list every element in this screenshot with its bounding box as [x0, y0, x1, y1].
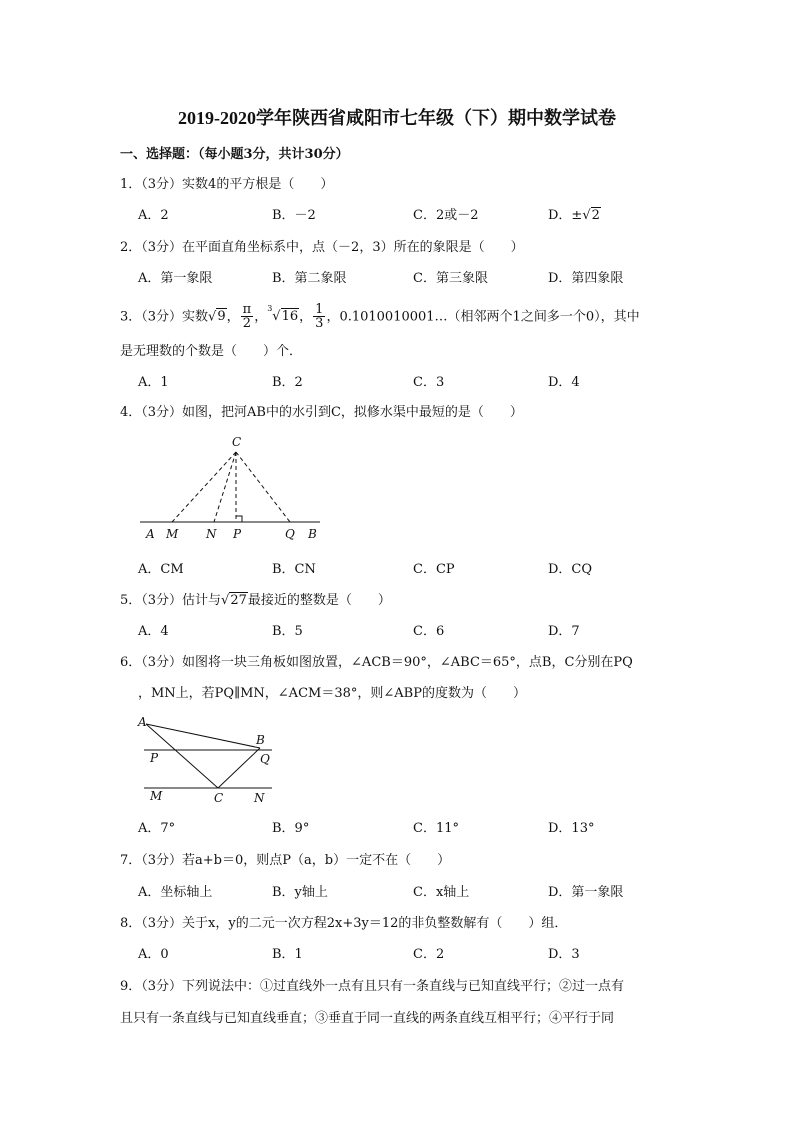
q3-option-d[interactable]: D．4 — [548, 375, 580, 390]
label-b: B — [308, 527, 317, 541]
q3-separator-2: ， — [254, 309, 268, 325]
q3-fraction-1-over-3 — [313, 303, 325, 330]
q8-option-a[interactable]: A．0 — [138, 947, 169, 962]
label-n: N — [206, 527, 217, 541]
label-q: Q — [285, 527, 295, 541]
question-2-stem: 2．（3分）在平面直角坐标系中，点（－2，3）所在的象限是（ ） — [120, 240, 524, 255]
q3-cube-index: 3 — [267, 304, 273, 313]
question-3-line2: 是无理数的个数是（ ）个． — [120, 344, 303, 359]
q5-radicand: 27 — [230, 593, 247, 608]
label-m: M — [150, 789, 163, 803]
canal-cm — [172, 452, 236, 522]
question-3-stem: 3．（3分）实数√9， $\frac{\pi}{2}$ ，$^3$√16， $\frac{1}{3}$ ，0.1010010001…（相邻两个1之间多一个0），其中 — [120, 302, 640, 332]
side-ab — [146, 724, 260, 748]
canal-cq — [236, 452, 290, 522]
q3-frac-numerator-pi: π — [242, 302, 252, 318]
q8-option-c[interactable]: C．2 — [413, 947, 445, 962]
q1-option-d-radicand: 2 — [591, 208, 600, 223]
q1-option-a[interactable]: A．2 — [138, 208, 169, 223]
question-4-stem: 4．（3分）如图，把河AB中的水引到C，拟修水渠中最短的是（ ） — [120, 405, 523, 420]
river-diagram — [130, 432, 330, 547]
q3-cube-root: $^3$√16 — [267, 304, 299, 325]
canal-cn — [214, 452, 236, 522]
q3-radicand-1: 9 — [217, 309, 226, 325]
q8-option-b[interactable]: B．1 — [272, 947, 303, 962]
label-p: P — [233, 527, 242, 541]
label-m: M — [166, 527, 179, 541]
q7-option-d[interactable]: D．第一象限 — [548, 885, 624, 900]
q5-option-d[interactable]: D．7 — [548, 624, 580, 639]
q3-frac-denominator-2: 2 — [242, 316, 252, 332]
q1-option-c[interactable]: C．2或－2 — [413, 208, 479, 223]
q3-option-a[interactable]: A．1 — [138, 375, 169, 390]
q1-option-b[interactable]: B．－2 — [272, 208, 316, 223]
q3-radicand-2: 16 — [281, 309, 299, 325]
q6-option-b[interactable]: B．9° — [272, 821, 310, 836]
question-6-line2: ，MN上，若PQ∥MN，∠ACM＝38°，则∠ABP的度数为（ ） — [138, 686, 526, 701]
label-p: P — [150, 751, 159, 765]
question-9-line1: 9．（3分）下列说法中：①过直线外一点有且只有一条直线与已知直线平行；②过一点有 — [120, 979, 625, 994]
label-n: N — [254, 791, 265, 805]
section-heading: 一、选择题：（每小题3分，共计30分） — [120, 147, 349, 162]
q7-option-a[interactable]: A．坐标轴上 — [138, 885, 213, 900]
question-1-stem: 1．（3分）实数4的平方根是（ ） — [120, 177, 334, 192]
q5-suffix: 最接近的整数是（ ） — [247, 593, 391, 608]
q4-option-b[interactable]: B．CN — [272, 562, 316, 577]
q2-option-c[interactable]: C．第三象限 — [413, 271, 488, 286]
q6-option-a[interactable]: A．7° — [138, 821, 176, 836]
triangle-diagram — [130, 710, 290, 810]
page-title: 2019-2020学年陕西省咸阳市七年级（下）期中数学试卷 — [178, 108, 616, 128]
label-c: C — [232, 435, 242, 449]
right-angle-mark — [236, 516, 242, 522]
q1-option-d[interactable]: D．±√2 — [548, 208, 600, 223]
q5-option-b[interactable]: B．5 — [272, 624, 303, 639]
question-5-stem: 5．（3分）估计与√27最接近的整数是（ ） — [120, 593, 391, 608]
q5-option-c[interactable]: C．6 — [413, 624, 445, 639]
q5-prefix: 5．（3分）估计与 — [120, 593, 222, 608]
q1-option-d-label: D．± — [548, 208, 583, 223]
q3-frac-numerator-1: 1 — [315, 302, 324, 318]
question-9-line2: 且只有一条直线与已知直线垂直；③垂直于同一直线的两条直线互相平行；④平行于同 — [120, 1011, 615, 1026]
q8-option-d[interactable]: D．3 — [548, 947, 580, 962]
q2-option-b[interactable]: B．第二象限 — [272, 271, 347, 286]
q4-option-a[interactable]: A．CM — [138, 562, 184, 577]
q7-option-c[interactable]: C．x轴上 — [413, 885, 470, 900]
label-q: Q — [260, 752, 270, 766]
question-7-stem: 7．（3分）若a+b＝0，则点P（a，b）一定不在（ ） — [120, 853, 451, 868]
label-b: B — [256, 733, 265, 747]
side-bc — [218, 748, 260, 788]
q4-option-c[interactable]: C．CP — [413, 562, 455, 577]
q4-option-d[interactable]: D．CQ — [548, 562, 593, 577]
q5-option-a[interactable]: A．4 — [138, 624, 169, 639]
q3-suffix: ，0.1010010001…（相邻两个1之间多一个0），其中 — [326, 309, 640, 325]
q6-option-d[interactable]: D．13° — [548, 821, 595, 836]
q6-option-c[interactable]: C．11° — [413, 821, 459, 836]
q7-option-b[interactable]: B．y轴上 — [272, 885, 328, 900]
q3-option-b[interactable]: B．2 — [272, 375, 303, 390]
question-6-line1: 6．（3分）如图将一块三角板如图放置，∠ACB＝90°，∠ABC＝65°，点B，C分别在PQ — [120, 655, 633, 670]
q3-separator-3: ， — [299, 309, 313, 325]
q3-fraction-pi-over-2 — [241, 303, 254, 330]
question-8-stem: 8．（3分）关于x，y的二元一次方程2x+3y＝12的非负整数解有（ ）组． — [120, 916, 568, 931]
label-c: C — [214, 791, 224, 805]
label-a: A — [138, 715, 147, 729]
q3-separator-1: ， — [226, 309, 240, 325]
q3-option-c[interactable]: C．3 — [413, 375, 445, 390]
q3-frac-denominator-3: 3 — [315, 316, 324, 332]
q2-option-d[interactable]: D．第四象限 — [548, 271, 624, 286]
label-a: A — [146, 527, 155, 541]
q2-option-a[interactable]: A．第一象限 — [138, 271, 213, 286]
q3-prefix: 3．（3分）实数 — [120, 309, 209, 325]
